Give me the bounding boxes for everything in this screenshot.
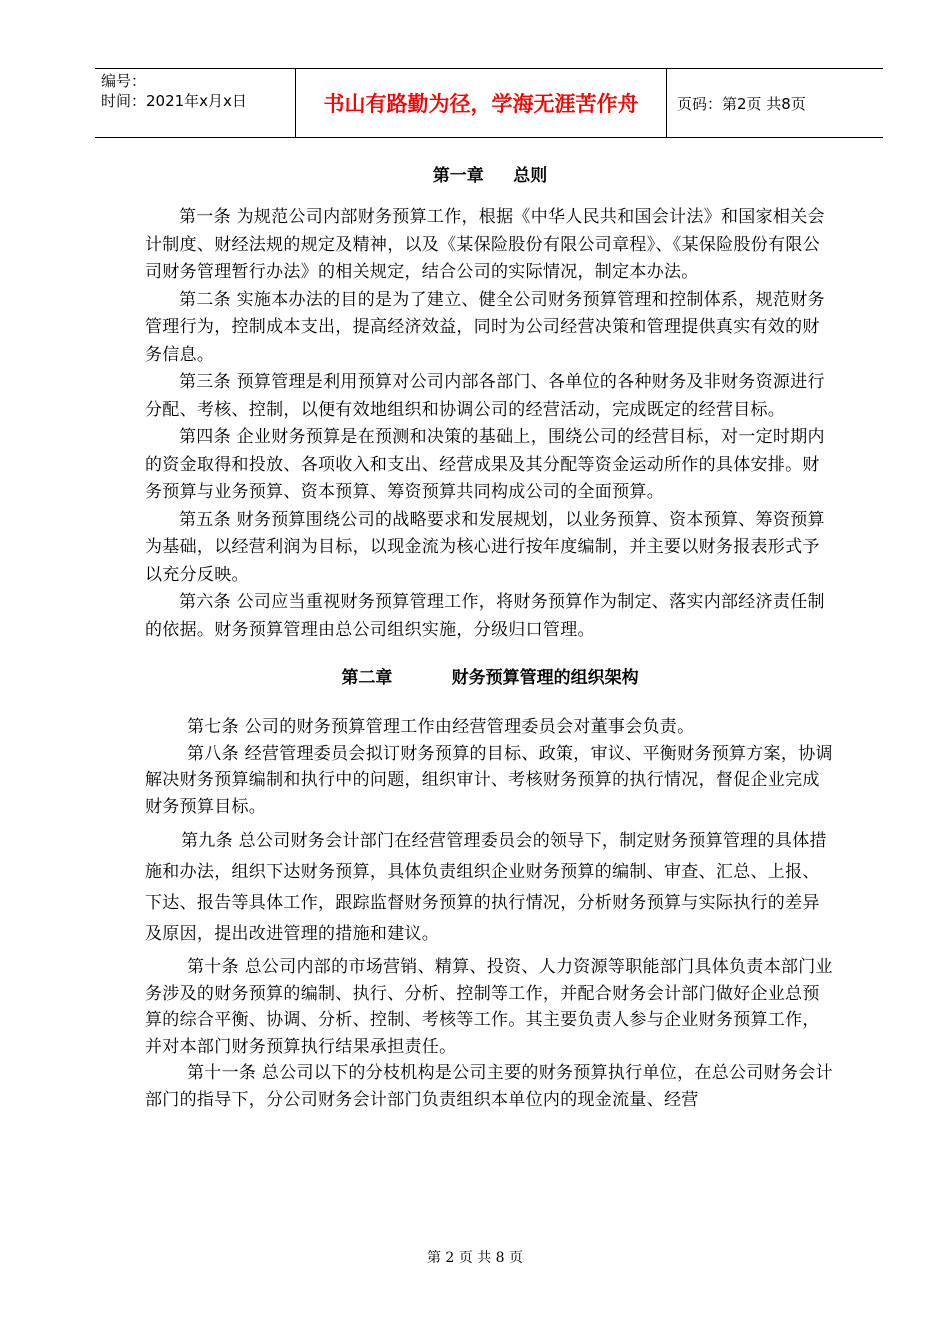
- header-slogan: 书山有路勤为径，学海无涯苦作舟: [295, 69, 667, 137]
- chapter-title: 第一章 总则: [432, 166, 548, 186]
- article-6: 第六条 公司应当重视财务预算管理工作，将财务预算作为制定、落实内部经济责任制的依据。财务预算管理由总公司组织实施，分级归口管理。: [145, 592, 825, 640]
- article-7: 第七条 公司的财务预算管理工作由经营管理委员会对董事会负责。: [187, 717, 695, 737]
- article-1: 第一条 为规范公司内部财务预算工作，根据《中华人民共和国会计法》和国家相关会计制度、财经法规的规定及精神，以及《某保险股份有限公司章程》、《某保险股份有限公司财务管理暂行办法》的相关规定，结合公司的实际情况，制定本办法。: [145, 207, 825, 282]
- article-11: 第十一条 总公司以下的分枝机构是公司主要的财务预算执行单位，在总公司财务会计部门的指导下，分公司财务会计部门负责组织本单位内的现金流量、经营: [145, 1063, 833, 1110]
- article-9: 第九条 总公司财务会计部门在经营管理委员会的领导下，制定财务预算管理的具体措施和办法，组织下达财务预算，具体负责组织企业财务预算的编制、审查、汇总、上报、下达、报告等具体工作，跟踪监督财务预算的执行情况，分析财务预算与实际执行的差异及原因，提出改进管理的措施和建议。: [145, 831, 827, 944]
- document-time: 时间：2021年x月x日: [101, 92, 247, 110]
- article-4: 第四条 企业财务预算是在预测和决策的基础上，围绕公司的经营目标，对一定时期内的资金取得和投放、各项收入和支出、经营成果及其分配等资金运动所作的具体安排。财务预算与业务预算、资本预算、筹资预算共同构成公司的全面预算。: [145, 427, 825, 502]
- article-3: 第三条 预算管理是利用预算对公司内部各部门、各单位的各种财务及非财务资源进行分配、考核、控制，以便有效地组织和协调公司的经营活动，完成既定的经营目标。: [145, 372, 825, 420]
- header-meta: [95, 69, 295, 137]
- article-5: 第五条 财务预算围绕公司的战略要求和发展规划，以业务预算、资本预算、筹资预算为基础，以经营利润为目标，以现金流为核心进行按年度编制，并主要以财务报表形式予以充分反映。: [145, 509, 825, 585]
- document-body: [145, 162, 835, 1113]
- document-number-label: 编号：: [101, 72, 147, 90]
- article-10: 第十条 总公司内部的市场营销、精算、投资、人力资源等职能部门具体负责本部门业务涉及的财务预算的编制、执行、分析、控制等工作，并配合财务会计部门做好企业总预算的综合平衡、协调、分析、控制、考核等工作。其主要负责人参与企业财务预算工作，并对本部门财务预算执行结果承担责任。: [145, 957, 833, 1057]
- page-footer: 第 2 页 共 8 页: [426, 1250, 524, 1266]
- page-header: [95, 68, 883, 138]
- article-8: 第八条 经营管理委员会拟订财务预算的目标、政策，审议、平衡财务预算方案，协调解决财务预算编制和执行中的问题，组织审计、考核财务预算的执行情况，督促企业完成财务预算目标。: [145, 743, 833, 817]
- chapter-title: 第二章 财务预算管理的组织架构: [341, 668, 639, 688]
- header-page-info: 页码：第2页 共8页: [677, 94, 806, 113]
- article-2: 第二条 实施本办法的目的是为了建立、健全公司财务预算管理和控制体系，规范财务管理行为，控制成本支出，提高经济效益，同时为公司经营决策和管理提供真实有效的财务信息。: [145, 289, 825, 365]
